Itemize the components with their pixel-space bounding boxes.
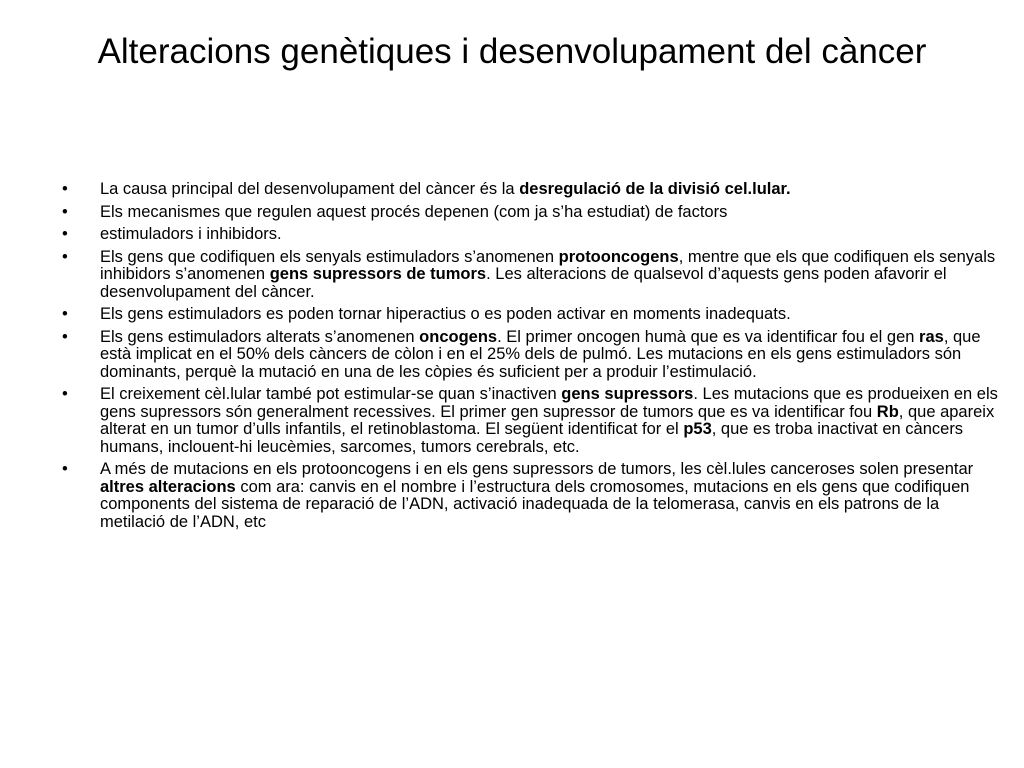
bullet-bold-term: gens supressors de tumors (269, 265, 487, 283)
bullet-text (100, 225, 282, 243)
bullet-text-segment: Els gens estimuladors es poden tornar hiperactius o es poden activar en moments inadequats. (100, 305, 791, 323)
bullet-bold-term: oncogens (419, 327, 498, 346)
bullet-text (100, 203, 727, 221)
bullet-dot-icon: • (62, 305, 68, 323)
bullet-dot-icon: • (62, 385, 68, 403)
bullet-text-segment: . Les mutacions que es produeixen en els gens supressors són generalment recessives. El primer gen supressor de tumors que es va identificar fou (100, 385, 998, 421)
bullet-item (62, 204, 1002, 222)
bullet-text-segment: Els gens que codifiquen els senyals estimuladors s’anomenen (100, 247, 559, 266)
bullet-dot-icon: • (62, 327, 68, 346)
bullet-text-segment: , que es troba inactivat en càncers humans, inclouent-hi leucèmies, sarcomes, tumors cerebrals, etc. (100, 420, 964, 456)
bullet-text-segment: Els gens estimuladors alterats s’anomenen (100, 327, 420, 346)
bullet-bold-term: altres alteracions (100, 477, 236, 496)
bullet-text (100, 460, 973, 531)
bullet-text-segment: Els mecanismes que regulen aquest procés depenen (com ja s’ha estudiat) de factors (100, 202, 728, 221)
bullet-text (100, 305, 791, 323)
bullet-text-segment: A més de mutacions en els protooncogens i en els gens supressors de tumors, les cèl.lules canceroses solen presentar (100, 460, 974, 478)
bullet-dot-icon: • (62, 225, 68, 243)
bullet-text (100, 248, 995, 301)
bullet-dot-icon: • (62, 460, 68, 478)
bullet-list (62, 181, 1002, 536)
bullet-text-segment: estimuladors i inhibidors. (100, 225, 282, 243)
bullet-item (62, 249, 1002, 302)
bullet-item (62, 386, 1002, 456)
bullet-item (62, 226, 1002, 244)
bullet-item (62, 461, 1002, 531)
slide-title: Alteracions genètiques i desenvolupament del càncer (97, 32, 927, 71)
bullet-text-segment: La causa principal del desenvolupament del càncer és la (100, 180, 520, 198)
bullet-bold-term: desregulació de la divisió cel.lular. (519, 180, 791, 198)
bullet-dot-icon: • (62, 180, 68, 198)
bullet-text (100, 328, 981, 381)
bullet-text-segment: El creixement cèl.lular també pot estimular-se quan s’inactiven (100, 385, 562, 403)
bullet-item (62, 329, 1002, 382)
bullet-text-segment: . Les alteracions de qualsevol d’aquests gens poden afavorir el desenvolupament del càncer. (100, 265, 947, 301)
bullet-text (100, 180, 791, 198)
bullet-bold-term: gens supressors (561, 385, 694, 403)
bullet-text-segment: , que està implicat en el 50% dels càncers de còlon i en el 25% dels de pulmó. Les mutacions en els gens estimuladors són dominants, perquè la mutació en una de les còpies és suficient per a produir l’estimulació. (100, 327, 981, 381)
bullet-text-segment: , que apareix alterat en un tumor d’ulls infantils, el retinoblastoma. El següent identificat for el (100, 402, 995, 438)
bullet-item (62, 306, 1002, 324)
bullet-bold-term: ras (919, 327, 944, 346)
bullet-bold-term: Rb (876, 402, 899, 421)
bullet-text (100, 385, 998, 456)
bullet-text-segment: com ara: canvis en el nombre i l’estructura dels cromosomes, mutacions en els gens que codifiquen components del sistema de reparació de l’ADN, activació inadequada de la telomerasa, canvis en els patrons de la metilació de l’ADN, etc (100, 477, 970, 531)
bullet-text-segment: , mentre que els que codifiquen els senyals inhibidors s’anomenen (100, 247, 996, 283)
bullet-bold-term: p53 (683, 420, 712, 438)
bullet-bold-term: protooncogens (558, 247, 679, 266)
bullet-text-segment: . El primer oncogen humà que es va identificar fou el gen (497, 327, 920, 346)
bullet-dot-icon: • (62, 202, 68, 221)
bullet-item (62, 181, 1002, 199)
bullet-dot-icon: • (62, 247, 68, 266)
